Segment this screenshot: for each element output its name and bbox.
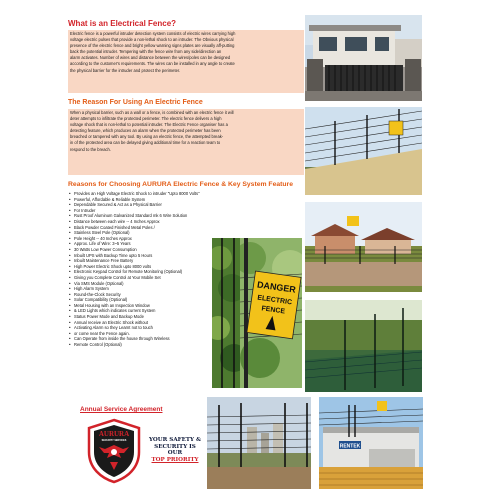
feature-item: • Dependable Secured & Act as a Physical Barrier	[68, 202, 211, 208]
tagline-line1: YOUR SAFETY &	[148, 437, 202, 443]
section1-line: presence of the electric fence and bright yellow warning signs plates are visually aff-putting	[70, 43, 235, 49]
tagline	[145, 437, 205, 463]
feature-item: • Activating Alarm so they Learnt not to touch	[68, 325, 211, 331]
logo-brand: AURURA	[98, 430, 130, 438]
tagline-line3: OUR	[167, 450, 183, 457]
feature-item: • Annual receive an Electric Shock without	[68, 320, 211, 326]
feature-item: • Via SMS Module (Optional)	[68, 281, 211, 287]
feature-item: • High Power Electric Shock upto 8000 volts	[68, 264, 211, 270]
section1-line: alarm activates. Number of wires and distance between the wires/poles can be designed	[70, 55, 231, 61]
feature-list	[68, 191, 211, 348]
feature-item: • Status Power Mode and Backup Mode	[68, 314, 211, 320]
feature-item: • Giving you Complete Control at Your Mobile Set	[68, 275, 211, 281]
danger-sign-photo	[240, 238, 302, 388]
section1-line: back the potential intruder. Tempering with the fence wire from any side/direction an	[70, 49, 222, 55]
feature-item: • Rust Proof Aluminum Galvanized Standard mk 6 Wire Solution	[68, 213, 211, 219]
feature-item: • Remote Control (Optional)	[68, 342, 211, 348]
feature-item: • Electronic Keypad Control for Remote Monitoring (Optional)	[68, 269, 211, 275]
feature-item: • High Alarm System	[68, 286, 211, 292]
tagline-line2: SECURITY IS	[154, 443, 196, 450]
feature-item: • or come near the Fence again.	[68, 331, 211, 337]
feature-item: • For Intruder	[68, 208, 211, 214]
feature-item: • Pole Height -- 40 Inches Approx	[68, 236, 211, 242]
tagline-line4: TOP PRIORITY	[151, 456, 199, 463]
section1-paragraph	[68, 30, 304, 75]
city-fence-photo	[207, 397, 311, 489]
feature-item: • Powerful, Affordable & Reliable System	[68, 197, 211, 203]
danger-sign-line2: ELECTRIC	[256, 294, 293, 307]
feature-item: • 30 Watts Low Power Consumption	[68, 247, 211, 253]
section1-line: according to the customer's requirements. The wires can be installed in any angle to create	[70, 61, 235, 67]
aurura-logo	[85, 418, 143, 484]
feature-item: • Inbuilt UPS with Backup Time upto 5 Hours	[68, 253, 211, 259]
section3-heading: Reasons for Choosing AURURA Electric Fence & Key System Feature	[68, 181, 293, 188]
section2-line: breached or tampered with any tool. By using an electric fence, the attempted break-	[70, 134, 224, 140]
feature-item: • Distance between each wire -- 4 Inches Approx	[68, 219, 211, 225]
section2-line: When a physical barrier, such as a wall or a fence, is combined with an electric fence it will	[70, 110, 234, 115]
feature-item: • Inbuilt Maintenance Free Battery	[68, 258, 211, 264]
feature-item: • Stainless Steel Pole (Optional)	[68, 230, 211, 236]
annual-service-heading: Annual Service Agreement	[80, 406, 163, 413]
section1-line: the physical barrier for the intruder and protect the perimeter.	[70, 67, 181, 73]
green-fence-photo	[305, 300, 422, 392]
danger-sign-line1: DANGER	[256, 279, 297, 295]
trees-fence-photo	[212, 238, 240, 388]
section2-line: in of the protected area can be delayed giving additional time for a reaction team to	[70, 140, 221, 146]
fence-wall-photo	[305, 107, 422, 195]
section2-line: detecting feature, which produces an alarm when the protected perimeter has been	[70, 128, 221, 134]
feature-item: • Metal Housing with an Inspection Window	[68, 303, 211, 309]
feature-item: • & LED Lights which indicates current System	[68, 308, 211, 314]
logo-subtitle: SECURITY SERVICES	[101, 439, 127, 442]
section1-heading: What is an Electrical Fence?	[68, 19, 177, 28]
section2-line: voltage shock that is non-lethal to potential intruder. The Electric Fence organiser has a	[70, 122, 228, 128]
section2-paragraph	[68, 109, 304, 154]
building-fence-photo	[319, 397, 423, 489]
house-photo	[305, 15, 422, 101]
feature-item: • Approx. Life of Wire: 3~5 Years	[68, 241, 211, 247]
section1-line: Electric fence is a powerful intruder detection system consists of electric wires carrying high	[70, 31, 236, 36]
feature-item: • Round-the-Clock Security	[68, 292, 211, 298]
section1-line: voltage electric pulses that provide a non-lethal shock to an intruder. The Obvious physical	[70, 37, 234, 43]
building-sign-text: RENTEK	[339, 443, 361, 450]
section2-line: respond to the breach.	[70, 146, 111, 152]
feature-item: • Black Powder Coated Finished Metal Poles /	[68, 225, 211, 231]
section2-text-block	[68, 109, 304, 175]
danger-sign-line3: FENCE	[260, 305, 286, 316]
bungalow-fence-photo	[305, 202, 422, 292]
feature-item: • Solar Compatibility (Optional)	[68, 297, 211, 303]
feature-item: • Can Operate from inside the house through Wireless	[68, 336, 211, 342]
feature-item: • Provides an High Voltage Electric Shock to intruder "Upto 8000 Volts"	[68, 191, 211, 197]
section1-text-block	[68, 30, 304, 93]
section2-heading: The Reason For Using An Electric Fence	[68, 99, 203, 106]
section2-line: deter attempts to infiltrate the protected perimeter. The electric fence delivers a high	[70, 116, 222, 122]
